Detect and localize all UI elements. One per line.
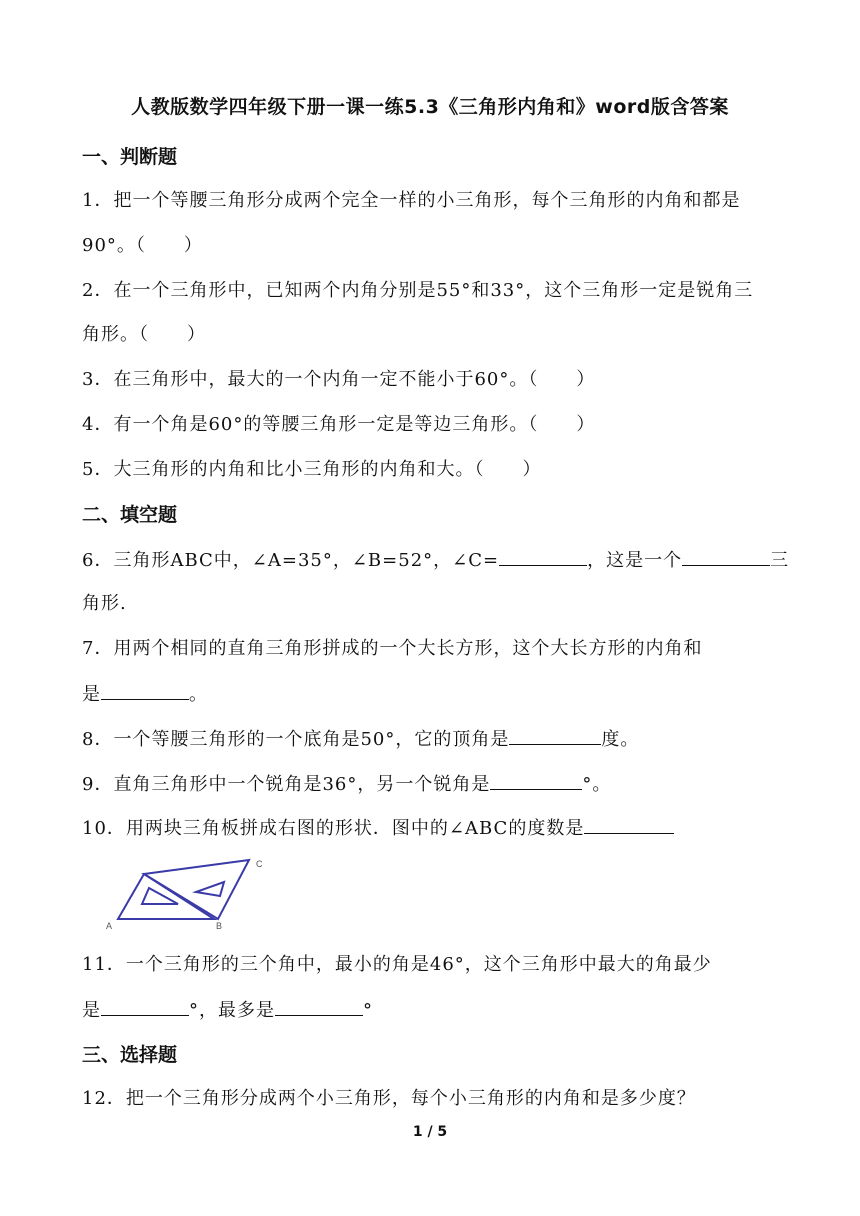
question-11-text-1: 是: [82, 999, 101, 1021]
question-6-text-3: 三: [770, 549, 790, 571]
section-heading-fill-in: 二、填空题: [82, 504, 178, 526]
question-9-text-2: °。: [582, 773, 612, 795]
document-title: 人教版数学四年级下册一课一练5.3《三角形内角和》word版含答案: [131, 96, 729, 118]
question-10-text-1: 10．用两块三角板拼成右图的形状．图中的∠ABC的度数是: [82, 817, 585, 839]
page-number: 1 / 5: [412, 1124, 448, 1140]
question-7-text-2: 。: [189, 683, 208, 705]
question-8-text-2: 度。: [601, 728, 640, 750]
question-9: [82, 769, 611, 796]
question-9-text-1: 9．直角三角形中一个锐角是36°，另一个锐角是: [82, 773, 491, 795]
small-set-square-outline: [144, 860, 249, 919]
vertex-label-b: B: [216, 921, 223, 931]
question-12: 12．把一个三角形分成两个小三角形，每个小三角形的内角和是多少度？: [82, 1088, 696, 1109]
question-6-line-1: [82, 545, 789, 572]
question-2-line-1: 2．在一个三角形中，已知两个内角分别是55°和33°，这个三角形一定是锐角三: [82, 280, 754, 301]
small-set-square-hole: [196, 882, 224, 896]
question-7-text-1: 是: [82, 683, 101, 705]
question-6-line-2: 角形.: [82, 593, 127, 614]
question-6-text-2: ，这是一个: [587, 549, 683, 571]
question-7-line-1: 7．用两个相同的直角三角形拼成的一个大长方形，这个大长方形的内角和: [82, 638, 703, 659]
question-1-line-1: 1．把一个等腰三角形分成两个完全一样的小三角形，每个三角形的内角和都是: [82, 190, 741, 211]
question-3: 3．在三角形中，最大的一个内角一定不能小于60°。（ ）: [82, 369, 596, 390]
vertex-label-a: A: [106, 921, 113, 931]
answer-blank: [275, 995, 363, 1016]
answer-blank: [509, 724, 601, 745]
question-5: 5．大三角形的内角和比小三角形的内角和大。（ ）: [82, 459, 542, 480]
question-7-line-2: [82, 679, 208, 706]
triangle-rulers-figure: [104, 856, 269, 931]
answer-blank: [101, 679, 189, 700]
question-11-line-1: 11．一个三角形的三个角中，最小的角是46°，这个三角形中最大的角最少: [82, 954, 712, 975]
answer-blank: [499, 545, 587, 566]
section-heading-choice: 三、选择题: [82, 1044, 178, 1066]
question-8-text-1: 8．一个等腰三角形的一个底角是50°，它的顶角是: [82, 728, 510, 750]
answer-blank: [490, 769, 582, 790]
question-1-line-2: 90°。（ ）: [82, 235, 203, 256]
answer-blank: [101, 995, 189, 1016]
question-2-line-2: 角形。（ ）: [82, 324, 206, 345]
question-4: 4．有一个角是60°的等腰三角形一定是等边三角形。（ ）: [82, 414, 596, 435]
answer-blank: [682, 545, 770, 566]
question-8: [82, 724, 639, 751]
section-heading-judgment: 一、判断题: [82, 146, 178, 168]
question-6-text-1: 6．三角形ABC中，∠A=35°，∠B=52°，∠C=: [82, 549, 500, 571]
question-11-text-2: °，最多是: [189, 999, 275, 1021]
vertex-label-c: C: [256, 859, 263, 869]
question-11-text-3: °: [363, 999, 373, 1021]
answer-blank: [584, 813, 674, 834]
question-10: [82, 813, 674, 840]
question-11-line-2: [82, 995, 373, 1022]
